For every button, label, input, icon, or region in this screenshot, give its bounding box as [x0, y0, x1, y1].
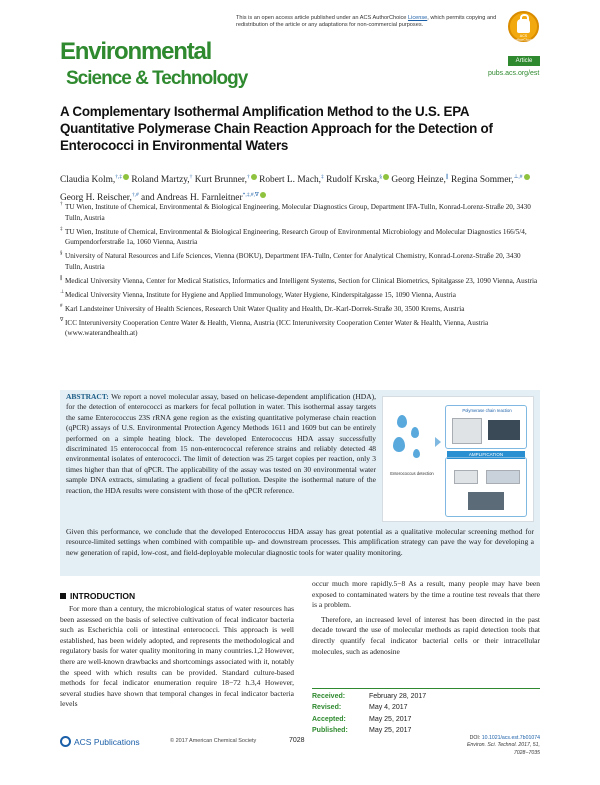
affiliation-mark: †: [60, 202, 63, 207]
intro-paragraph-3: Therefore, an increased level of interest has been directed in the past decade toward the use of molecular methods as rapid detection tools that directly quantify fecal indicator bacterial cells or their intracellular molecules, such as adenosine: [312, 614, 540, 656]
orcid-icon[interactable]: [251, 174, 257, 180]
abstract-label: ABSTRACT:: [66, 392, 109, 401]
article-type-tag: Article: [508, 56, 540, 66]
affiliation-mark: ∥: [60, 275, 63, 281]
abstract-continuation: Given this performance, we conclude that the developed Enterococcus HDA assay has great potential as a qualitative molecular screening method for resource-limited settings when combined with compatible up- and downstream processes. This amplification strategy can pave the way for developing a new generation of rapid, low-cost, and field-deployable molecular diagnostic tools for water quality monitoring.: [66, 527, 534, 557]
affiliation-mark: ⊥: [60, 289, 65, 295]
affiliation: [60, 276, 538, 287]
arrow-icon: [435, 437, 441, 447]
license-text-2: , which permits copying and redistribution of the article or any adaptations for non-commercial purposes.: [236, 15, 497, 29]
author[interactable]: [195, 175, 257, 185]
author-affiliation-marks: †: [246, 174, 250, 180]
abstract-text: We report a novel molecular assay, based on helicase-dependent amplification (HDA), for the detection of enterococci as markers for fecal pollution in water. This isothermal assay targets the same Enterococcus 23S rRNA gene region as the existing quantitative polymerase chain reaction (qPCR) assays of U.S. Environmental Protection Agency Methods 1611 and 1609 but can be entirely performed on a simple heating block. The developed Enterococcus HDA assay successfully discriminated 15 enterococcal from 15 non-enterococcal reference strains and reliably detected 48 environmental isolates of enterococci. The limit of detection was 25 target copies per reaction, only 3 times higher than that of qPCR. The applicability of the assay was tested on 30 environmental water sample DNA extracts, simulating a gradient of fecal pollution. Despite the isothermal nature of the reaction, the HDA results were consistent with those of the qPCR reference.: [66, 392, 376, 495]
water-drop-icon: [393, 437, 405, 452]
date-label: Received:: [312, 693, 346, 700]
author-name: Claudia Kolm,: [60, 175, 116, 186]
journal-logo-line1: Environmental: [60, 38, 212, 65]
intro-paragraph-1: For more than a century, the microbiological status of water resources has been assessed on the basis of selective cultivation of fecal indicator bacteria such as Escherichia coli or intestinal enterococci. This approach is well established, has been widely adopted, and represents the methodological and regulatory basis for water quality monitoring in many countries.1,2 However, there are well-known drawbacks and shortcomings associated with it, notably the speed with which results can be provided. Standard culture-based methods for fecal indicator enumeration require 18−72 h.3,4 However, several studies have shown that temporal changes in fecal indicator bacteria levels: [60, 604, 294, 709]
author-name: Kurt Brunner,: [194, 175, 247, 186]
author-name: Georg H. Reischer,: [60, 193, 132, 204]
author[interactable]: [131, 175, 192, 185]
author-name: Robert L. Mach,: [259, 175, 322, 186]
date-row: [312, 691, 540, 702]
author[interactable]: [451, 175, 530, 185]
toc-sample-label: Enterococcus detection: [390, 471, 434, 476]
journal-logo-line2: Science & Technology: [66, 68, 248, 89]
open-access-badge-icon: [508, 11, 539, 42]
affiliation-text: University of Natural Resources and Life Sciences, Vienna (BOKU), Department IFA-Tulln, Center for Analytical Chemistry, Konrad-Lorenz-Straße 20, 3430 Tulln, Austria: [65, 252, 521, 271]
journal-url[interactable]: pubs.acs.org/est: [488, 70, 540, 77]
date-label: Accepted:: [312, 715, 346, 723]
hda-box: [445, 457, 527, 517]
reader-device-icon: [468, 492, 504, 510]
author-name: and Andreas H. Farnleitner: [141, 193, 243, 204]
toc-qpcr-label: Polymerase chain reaction: [462, 408, 512, 413]
date-row: [312, 702, 540, 713]
doi-label: DOI:: [469, 735, 481, 741]
acs-logo-icon: [60, 736, 71, 747]
date-label: Published:: [312, 727, 348, 735]
toc-graphic: [382, 396, 534, 522]
affiliation-text: Medical University Vienna, Institute for Hygiene and Applied Immunology, Water Hygiene, Kinderspitalgasse 15, 1090 Vienna, Austria: [65, 290, 456, 299]
license-notice: [236, 15, 526, 30]
author[interactable]: [326, 175, 389, 185]
doi-block: [440, 735, 540, 757]
intro-column-1: [60, 604, 294, 710]
intro-heading-text: INTRODUCTION: [70, 591, 136, 601]
computer-monitor-icon: [488, 420, 520, 440]
affiliation-text: TU Wien, Institute of Chemical, Environmental & Biological Engineering, Research Group of Environmental Microbiology and Molecular Diagnostics 166/5/4, Gumpendorferstraße 1a, 1060 Vienna, Austria: [65, 227, 527, 246]
affiliation-mark: ‡: [60, 226, 63, 232]
date-value: February 28, 2017: [369, 693, 427, 700]
author-name: Rudolf Krska,: [326, 175, 380, 186]
date-value: May 25, 2017: [369, 727, 412, 735]
article-dates: [312, 688, 540, 737]
article-title: A Complementary Isothermal Amplification Method to the U.S. EPA Quantitative Polymerase Chain Reaction Approach for the Detection of Enterococci in Environmental Waters: [60, 104, 493, 153]
affiliation-mark: #: [60, 303, 63, 309]
date-label: Revised:: [312, 704, 342, 712]
affiliation: [60, 304, 538, 315]
orcid-icon[interactable]: [260, 192, 266, 198]
orcid-icon[interactable]: [123, 174, 129, 180]
license-link[interactable]: License: [407, 15, 428, 21]
author-list: [60, 170, 540, 206]
affiliation: [60, 290, 538, 301]
affiliation: [60, 202, 538, 223]
publisher-logo[interactable]: [60, 736, 140, 747]
orcid-icon[interactable]: [383, 174, 389, 180]
water-drop-icon: [397, 415, 407, 428]
gel-icon: [486, 470, 520, 484]
author[interactable]: [391, 175, 448, 185]
doi-link[interactable]: 10.1021/acs.est.7b01074: [481, 735, 540, 741]
copyright: © 2017 American Chemical Society: [170, 738, 257, 744]
author-affiliation-marks: ∥: [445, 174, 449, 180]
author-affiliation-marks: ‡: [321, 174, 324, 180]
author-name: Georg Heinze,: [391, 175, 446, 186]
heating-block-icon: [454, 470, 478, 484]
author-affiliation-marks: §: [379, 174, 382, 180]
license-text: This is an open access article published under an ACS AuthorChoice: [236, 15, 407, 21]
author-name: Roland Martzy,: [131, 175, 190, 186]
water-drop-icon: [413, 449, 420, 458]
date-value: May 25, 2017: [369, 715, 412, 723]
affiliation: [60, 251, 538, 272]
toc-hda-label: AMPLIFICATION: [447, 451, 525, 459]
page-number: 7028: [289, 737, 305, 744]
lock-icon: [517, 19, 530, 33]
affiliation-text: Karl Landsteiner University of Health Sciences, Research Unit Water Quality and Health, Dr.-Karl-Dorrek-Straße 30, 3500 Krems, Austria: [65, 304, 465, 313]
citation: Environ. Sci. Technol. 2017, 51, 7028−7035: [466, 742, 540, 756]
affiliation-text: ICC Interuniversity Cooperation Centre Water & Health, Vienna, Austria (ICC Interuniversity Cooperation Center Water & Health, Vienna, Austria (www.waterandhealth.at): [65, 318, 489, 337]
author[interactable]: [60, 175, 129, 185]
affiliation-mark: §: [60, 251, 63, 256]
affiliation-text: Medical University Vienna, Center for Medical Statistics, Informatics and Intelligent Systems, Section for Clinical Biometrics, Spitalgasse 23, 1090 Vienna, Austria: [65, 276, 538, 285]
affiliation: [60, 318, 538, 339]
author[interactable]: [259, 175, 324, 185]
badge-label: ACS AuthorChoice: [512, 34, 535, 42]
affiliation: [60, 227, 538, 248]
qpcr-box: [445, 405, 527, 449]
intro-column-2: [312, 579, 540, 657]
orcid-icon[interactable]: [524, 174, 530, 180]
author-affiliation-marks: †,‡: [115, 174, 123, 180]
intro-paragraph-2: occur much more rapidly.5−8 As a result, many people may have been exposed to contaminated waters by the time a routine test reveals that there is a problem.: [312, 579, 540, 610]
author-affiliation-marks: *,‡,#,∇: [242, 192, 259, 199]
date-value: May 4, 2017: [369, 704, 408, 712]
author-affiliation-marks: †,#: [131, 192, 139, 199]
affiliation-mark: ∇: [60, 317, 64, 323]
affiliation-list: [60, 202, 538, 342]
publisher-name: ACS Publications: [74, 737, 140, 747]
abstract-body: [66, 392, 376, 496]
date-row: [312, 714, 540, 725]
author-affiliation-marks: †: [189, 174, 193, 180]
author-name: Regina Sommer,: [450, 175, 514, 186]
water-drop-icon: [411, 427, 419, 438]
thermocycler-icon: [452, 418, 482, 444]
author-affiliation-marks: ⊥,#: [513, 174, 523, 180]
intro-heading: [60, 591, 135, 601]
affiliation-text: TU Wien, Institute of Chemical, Environmental & Biological Engineering, Molecular Diagnostics Group, Department IFA-Tulln, Konrad-Lorenz-Straße 20, 3430 Tulln, Austria: [65, 203, 531, 222]
section-square-icon: [60, 593, 66, 599]
